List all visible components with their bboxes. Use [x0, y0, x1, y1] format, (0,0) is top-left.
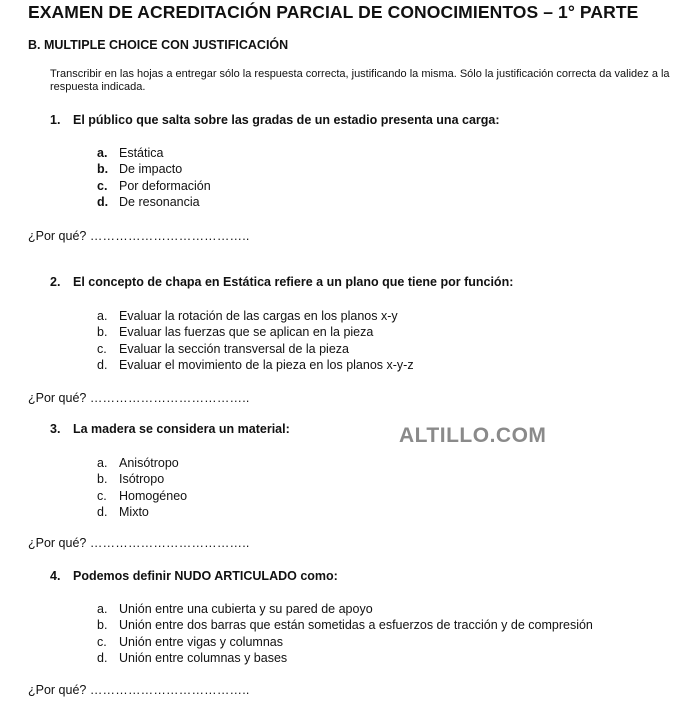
option-letter: d. — [97, 357, 108, 372]
option-letter: b. — [97, 325, 108, 340]
option-item — [97, 341, 414, 357]
answer-dots: ……………………………….. — [89, 536, 250, 550]
question-2 — [50, 275, 513, 289]
option-text: Unión entre vigas y columnas — [119, 634, 283, 649]
why-label: ¿Por qué? — [28, 536, 87, 550]
options-list-2 — [97, 308, 414, 373]
option-item — [97, 634, 593, 650]
option-letter: c. — [97, 488, 107, 503]
option-text: Unión entre una cubierta y su pared de apoyo — [119, 602, 373, 616]
option-letter: c. — [97, 634, 107, 649]
option-text: Mixto — [119, 504, 149, 519]
options-list-4 — [97, 601, 593, 666]
option-item — [97, 601, 593, 617]
option-text: Evaluar las fuerzas que se aplican en la pieza — [119, 325, 374, 340]
option-item — [97, 455, 187, 471]
watermark: ALTILLO.COM — [399, 424, 547, 447]
option-letter: d. — [97, 194, 109, 209]
option-item — [97, 308, 414, 324]
exam-title: EXAMEN DE ACREDITACIÓN PARCIAL DE CONOCIMIENTOS – 1° PARTE — [28, 2, 639, 22]
option-text: Evaluar la sección transversal de la pieza — [119, 341, 349, 356]
option-item — [97, 650, 593, 666]
option-text: Estática — [119, 146, 164, 160]
question-text: El concepto de chapa en Estática refiere a un plano que tiene por función: — [73, 275, 514, 289]
option-item — [97, 161, 211, 177]
option-letter: a. — [97, 602, 108, 616]
option-item — [97, 471, 187, 487]
option-item — [97, 178, 211, 194]
question-number: 1. — [50, 113, 61, 127]
option-letter: b. — [97, 618, 108, 633]
option-text: Homogéneo — [119, 488, 188, 503]
question-number: 3. — [50, 422, 61, 436]
question-text: La madera se considera un material: — [73, 422, 290, 436]
answer-dots: ……………………………….. — [89, 229, 250, 243]
question-1 — [50, 113, 500, 127]
question-text: El público que salta sobre las gradas de un estadio presenta una carga: — [73, 113, 500, 127]
why-line-1 — [28, 229, 250, 243]
question-text: Podemos definir NUDO ARTICULADO como: — [73, 569, 338, 583]
question-3 — [50, 422, 290, 436]
option-text: Unión entre dos barras que están sometidas a esfuerzos de tracción y de compresión — [119, 618, 593, 633]
option-text: De resonancia — [119, 194, 200, 209]
option-item — [97, 617, 593, 633]
option-letter: d. — [97, 504, 108, 519]
option-text: Por deformación — [119, 178, 211, 193]
options-list-1 — [97, 145, 211, 210]
option-letter: c. — [97, 178, 108, 193]
option-letter: a. — [97, 146, 108, 160]
options-list-3 — [97, 455, 187, 520]
option-item — [97, 357, 414, 373]
why-label: ¿Por qué? — [28, 391, 87, 405]
option-letter: b. — [97, 162, 109, 177]
option-letter: b. — [97, 472, 108, 487]
option-item — [97, 504, 187, 520]
option-letter: d. — [97, 650, 108, 665]
option-item — [97, 194, 211, 210]
option-text: Evaluar la rotación de las cargas en los planos x-y — [119, 309, 398, 323]
question-number: 2. — [50, 275, 61, 289]
instructions: Transcribir en las hojas a entregar sólo la respuesta correcta, justificando la misma. Sólo la justificación correcta da validez a la respuesta indicada. — [50, 68, 670, 93]
question-4 — [50, 569, 338, 583]
why-line-3 — [28, 536, 250, 550]
answer-dots: ……………………………….. — [89, 391, 250, 405]
option-text: Evaluar el movimiento de la pieza en los planos x-y-z — [119, 357, 414, 372]
why-label: ¿Por qué? — [28, 683, 87, 697]
why-line-2 — [28, 391, 250, 405]
section-heading: B. MULTIPLE CHOICE CON JUSTIFICACIÓN — [28, 38, 289, 52]
option-letter: c. — [97, 341, 107, 356]
option-item — [97, 145, 211, 161]
option-letter: a. — [97, 309, 108, 323]
option-text: Isótropo — [119, 472, 165, 487]
answer-dots: ……………………………….. — [89, 683, 250, 697]
option-item — [97, 488, 187, 504]
option-letter: a. — [97, 456, 108, 470]
option-text: De impacto — [119, 162, 183, 177]
why-label: ¿Por qué? — [28, 229, 87, 243]
question-number: 4. — [50, 569, 61, 583]
option-item — [97, 324, 414, 340]
why-line-4 — [28, 683, 250, 697]
option-text: Anisótropo — [119, 456, 179, 470]
option-text: Unión entre columnas y bases — [119, 650, 288, 665]
